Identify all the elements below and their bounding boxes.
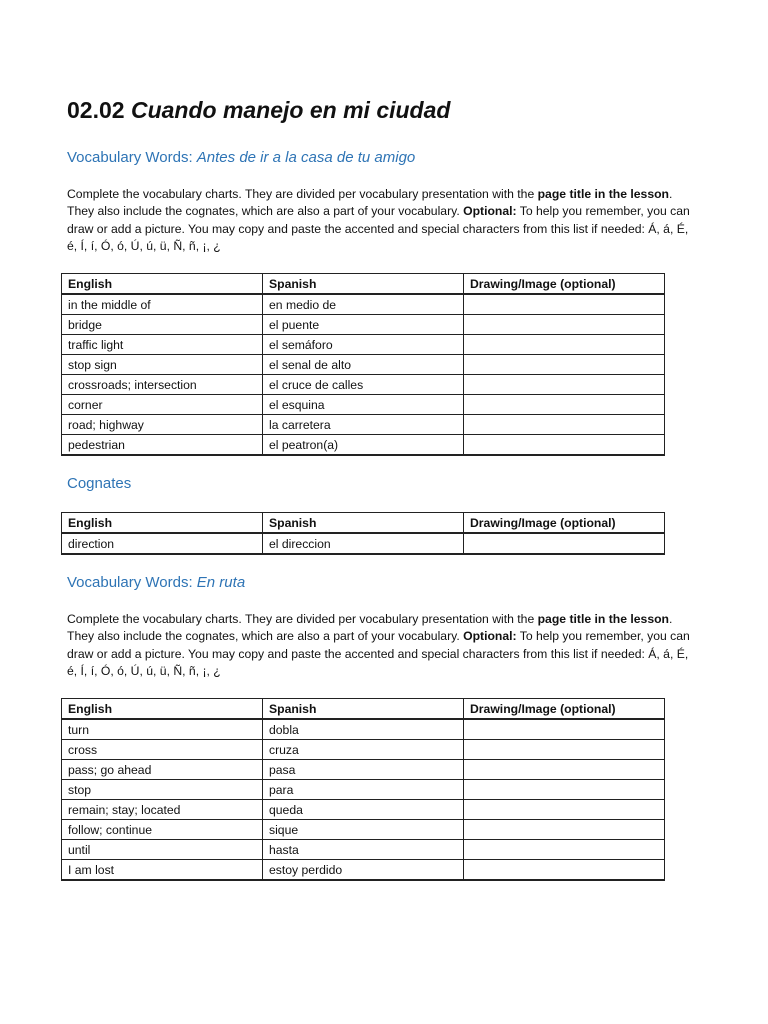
section2-para-bold2: Optional:: [463, 629, 517, 644]
column-header-drawing: Drawing/Image (optional): [464, 699, 665, 720]
drawing-cell[interactable]: [464, 435, 665, 456]
section2-heading-label: Vocabulary Words:: [67, 574, 197, 591]
spanish-cell[interactable]: la carretera: [263, 415, 464, 435]
english-cell: traffic light: [62, 335, 263, 355]
table-row: [62, 533, 665, 554]
drawing-cell[interactable]: [464, 415, 665, 435]
spanish-cell[interactable]: el semáforo: [263, 335, 464, 355]
table-row: [62, 435, 665, 456]
english-cell: cross: [62, 740, 263, 760]
english-cell: follow; continue: [62, 820, 263, 840]
spanish-cell[interactable]: dobla: [263, 719, 464, 740]
drawing-cell[interactable]: [464, 294, 665, 315]
section2-para-bold1: page title in the lesson: [537, 612, 669, 626]
spanish-cell[interactable]: estoy perdido: [263, 860, 464, 881]
drawing-cell[interactable]: [464, 355, 665, 375]
drawing-cell[interactable]: [464, 375, 665, 395]
cognates-heading: Cognates: [67, 475, 132, 492]
english-cell: stop: [62, 780, 263, 800]
section1-instructions: [67, 186, 697, 255]
drawing-cell[interactable]: [464, 533, 665, 554]
spanish-cell[interactable]: el direccion: [263, 533, 464, 554]
table-row: [62, 415, 665, 435]
table-row: [62, 315, 665, 335]
english-cell: until: [62, 840, 263, 860]
drawing-cell[interactable]: [464, 719, 665, 740]
section1-para-text1: Complete the vocabulary charts. They are divided per vocabulary presentation with the: [67, 187, 538, 201]
spanish-cell[interactable]: pasa: [263, 760, 464, 780]
table-row: [62, 395, 665, 415]
drawing-cell[interactable]: [464, 395, 665, 415]
spanish-cell[interactable]: en medio de: [263, 294, 464, 315]
spanish-cell[interactable]: hasta: [263, 840, 464, 860]
table-row: [62, 840, 665, 860]
table-header-row: [62, 274, 665, 295]
section2-para-text3: To help you remember, you can draw or add a picture. You may copy and paste the accented and special characters from this list if needed: Á, á, É, é, Í, í, Ó, ó, Ú, ú, ü, Ñ, ñ, ¡, ¿: [67, 629, 690, 678]
spanish-cell[interactable]: el peatron(a): [263, 435, 464, 456]
table-row: [62, 719, 665, 740]
drawing-cell[interactable]: [464, 780, 665, 800]
english-cell: direction: [62, 533, 263, 554]
spanish-cell[interactable]: queda: [263, 800, 464, 820]
english-cell: crossroads; intersection: [62, 375, 263, 395]
english-cell: remain; stay; located: [62, 800, 263, 820]
section1-para-text3: To help you remember, you can draw or add a picture. You may copy and paste the accented and special characters from this list if needed: Á, á, É, é, Í, í, Ó, ó, Ú, ú, ü, Ñ, ñ, ¡, ¿: [67, 204, 690, 253]
section1-heading-label: Vocabulary Words:: [67, 149, 197, 166]
section1-para-text2: . They also include the cognates, which are also a part of your vocabulary.: [67, 187, 673, 219]
section2-instructions: [67, 611, 697, 680]
section1-para-bold2: Optional:: [463, 204, 517, 219]
spanish-cell[interactable]: cruza: [263, 740, 464, 760]
drawing-cell[interactable]: [464, 760, 665, 780]
table-header-row: [62, 699, 665, 720]
column-header-english: English: [62, 699, 263, 720]
table-row: [62, 375, 665, 395]
section2-para-text1: Complete the vocabulary charts. They are divided per vocabulary presentation with the: [67, 612, 538, 626]
spanish-cell[interactable]: el cruce de calles: [263, 375, 464, 395]
english-cell: pedestrian: [62, 435, 263, 456]
table-header-row: [62, 513, 665, 534]
table-row: [62, 780, 665, 800]
table-row: [62, 355, 665, 375]
english-cell: bridge: [62, 315, 263, 335]
table-row: [62, 760, 665, 780]
section1-para-bold1: page title in the lesson: [537, 187, 669, 201]
spanish-cell[interactable]: el puente: [263, 315, 464, 335]
table-row: [62, 860, 665, 881]
english-cell: road; highway: [62, 415, 263, 435]
drawing-cell[interactable]: [464, 840, 665, 860]
section2-vocab-table: [61, 698, 665, 881]
lesson-title: Cuando manejo en mi ciudad: [130, 97, 451, 123]
spanish-cell[interactable]: el senal de alto: [263, 355, 464, 375]
column-header-spanish: Spanish: [263, 274, 464, 295]
section1-vocab-table: [61, 273, 665, 456]
column-header-spanish: Spanish: [263, 699, 464, 720]
table-row: [62, 800, 665, 820]
column-header-spanish: Spanish: [263, 513, 464, 534]
column-header-drawing: Drawing/Image (optional): [464, 274, 665, 295]
english-cell: pass; go ahead: [62, 760, 263, 780]
section1-heading: [67, 149, 415, 166]
drawing-cell[interactable]: [464, 860, 665, 881]
table-row: [62, 740, 665, 760]
spanish-cell[interactable]: para: [263, 780, 464, 800]
lesson-number: 02.02: [67, 97, 125, 123]
column-header-english: English: [62, 274, 263, 295]
drawing-cell[interactable]: [464, 335, 665, 355]
cognates-table: [61, 512, 665, 555]
english-cell: corner: [62, 395, 263, 415]
english-cell: stop sign: [62, 355, 263, 375]
spanish-cell[interactable]: sique: [263, 820, 464, 840]
drawing-cell[interactable]: [464, 315, 665, 335]
column-header-english: English: [62, 513, 263, 534]
section2-heading-title: En ruta: [196, 574, 246, 591]
drawing-cell[interactable]: [464, 740, 665, 760]
section2-heading: [67, 574, 245, 591]
table-row: [62, 820, 665, 840]
section1-heading-title: Antes de ir a la casa de tu amigo: [196, 149, 416, 166]
english-cell: turn: [62, 719, 263, 740]
english-cell: I am lost: [62, 860, 263, 881]
table-row: [62, 294, 665, 315]
spanish-cell[interactable]: el esquina: [263, 395, 464, 415]
drawing-cell[interactable]: [464, 800, 665, 820]
table-row: [62, 335, 665, 355]
column-header-drawing: Drawing/Image (optional): [464, 513, 665, 534]
page-title: [67, 97, 450, 124]
drawing-cell[interactable]: [464, 820, 665, 840]
english-cell: in the middle of: [62, 294, 263, 315]
section2-para-text2: . They also include the cognates, which are also a part of your vocabulary.: [67, 612, 673, 644]
